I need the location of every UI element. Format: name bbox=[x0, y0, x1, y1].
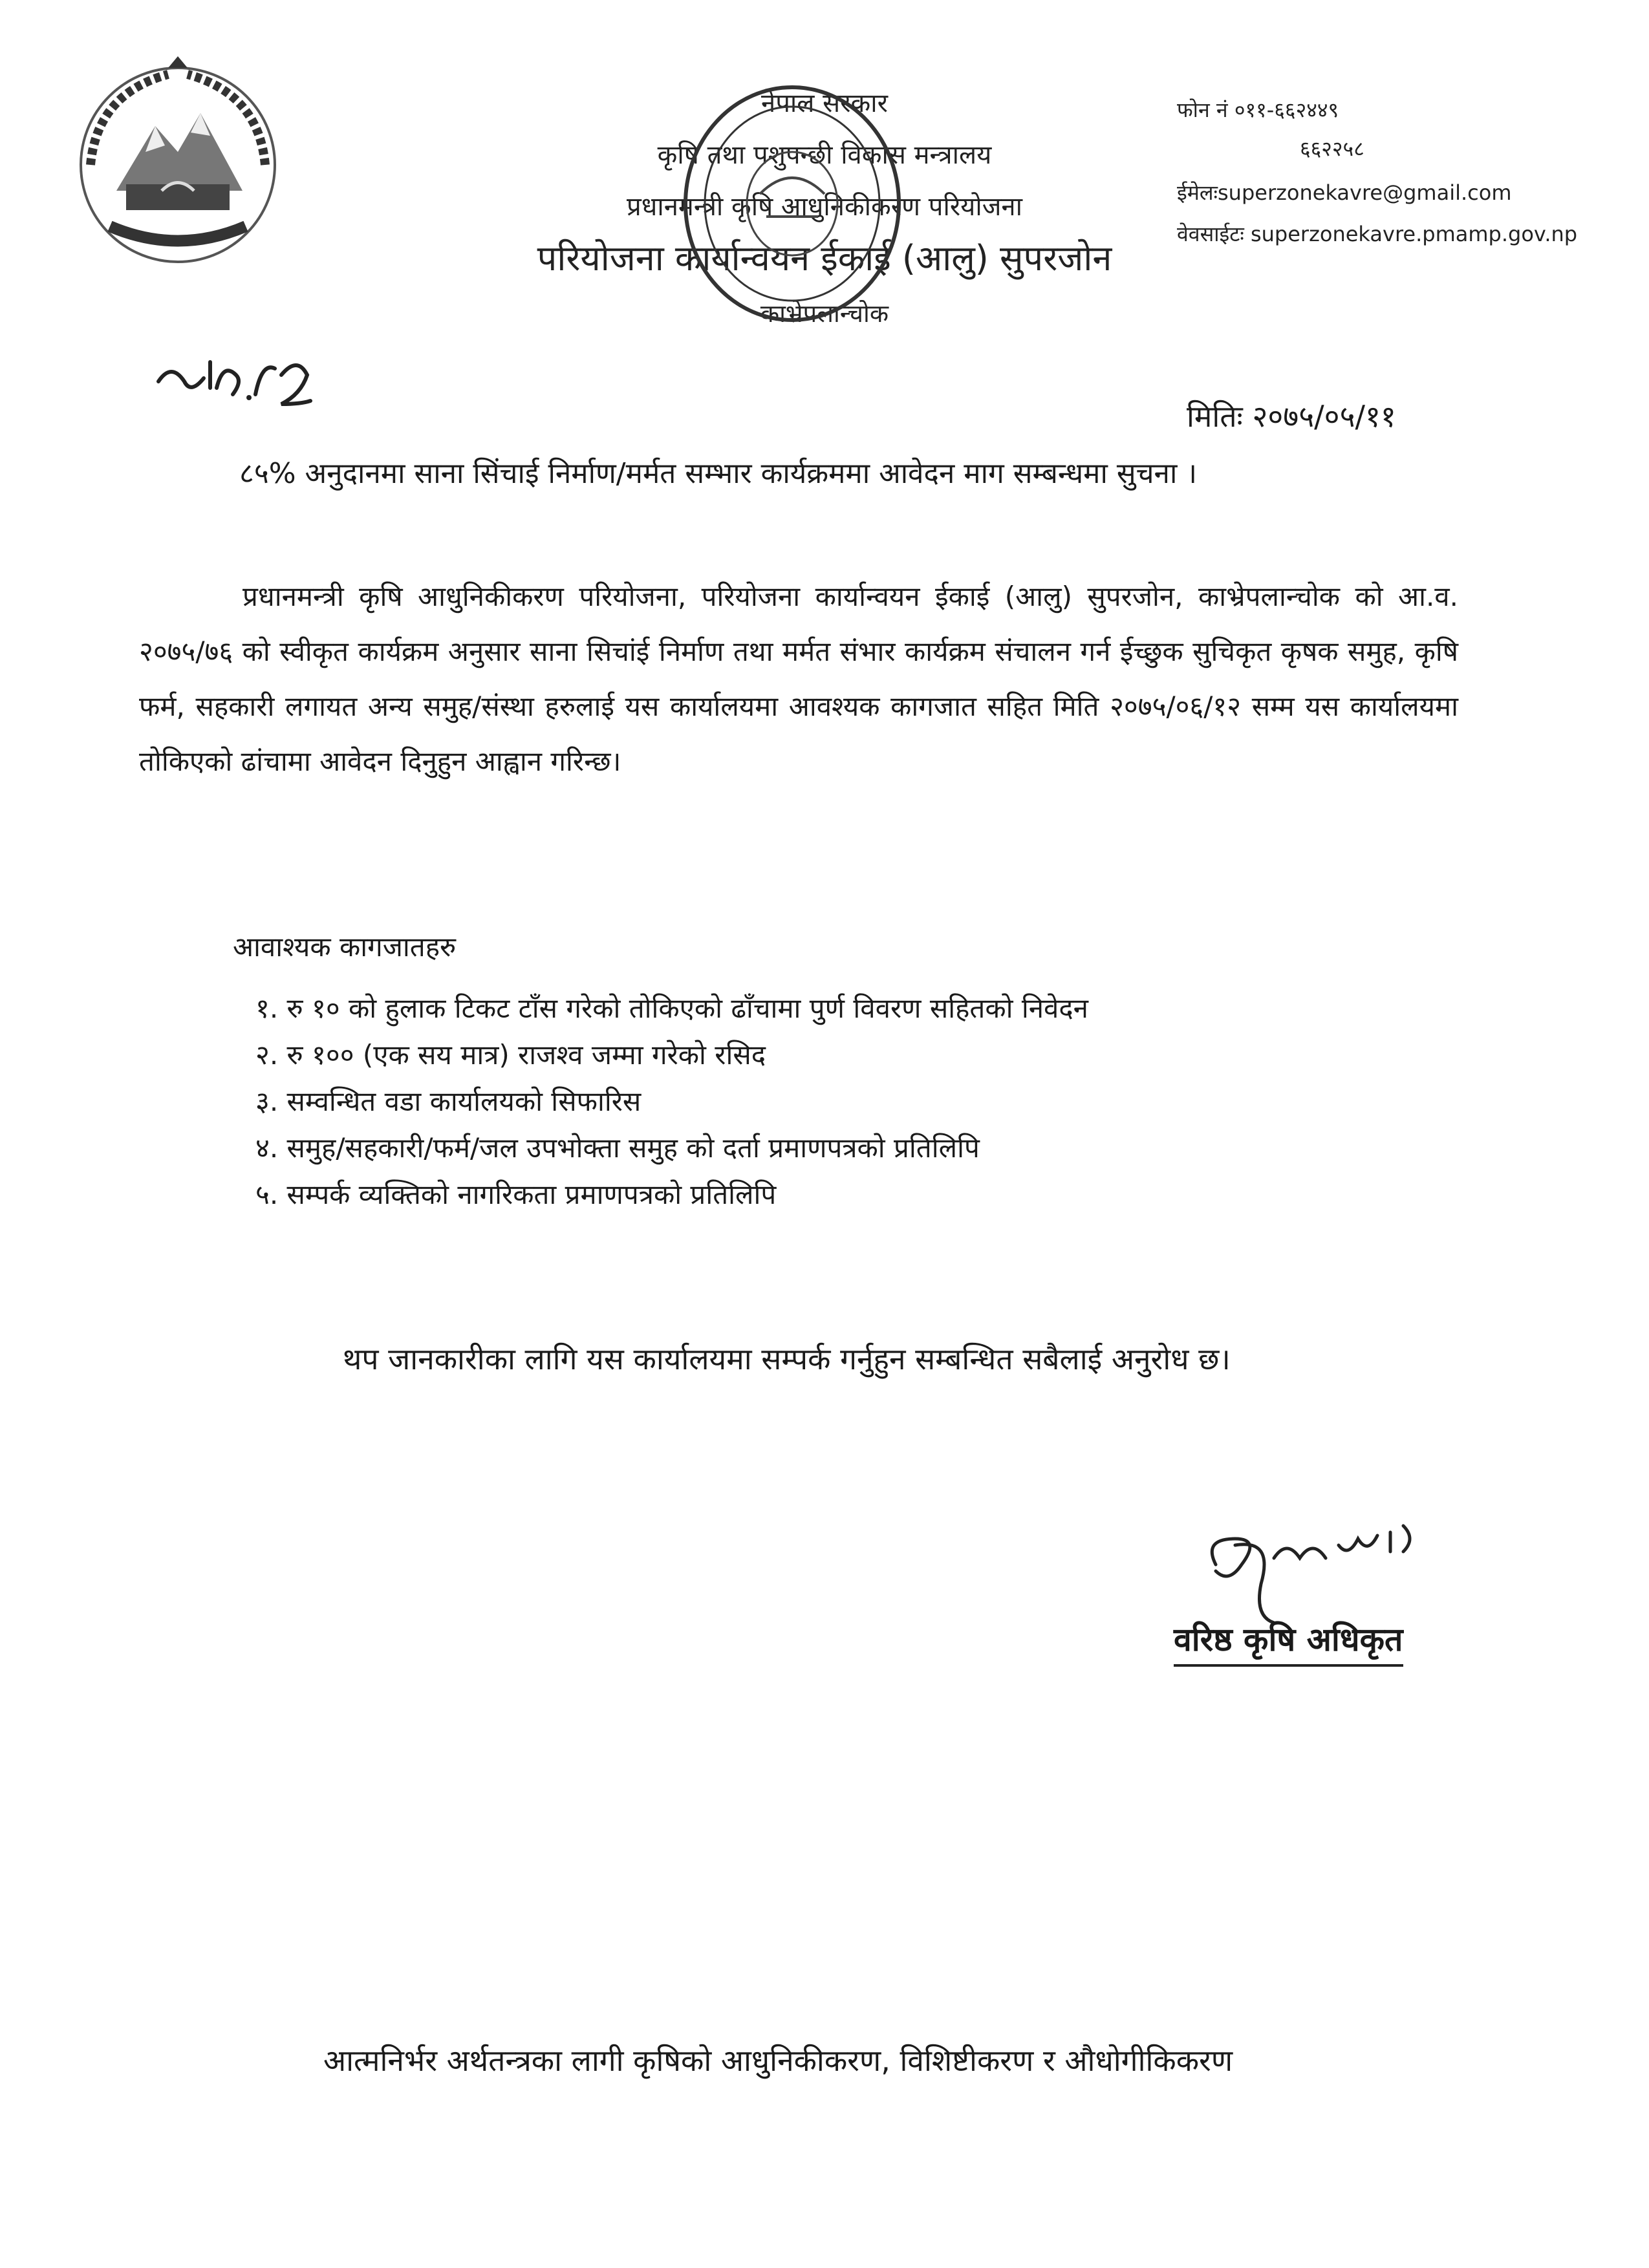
contact-email: ईमेलःsuperzonekavre@gmail.com bbox=[1177, 180, 1512, 205]
list-item: ३. सम्वन्धित वडा कार्यालयको सिफारिस bbox=[255, 1086, 641, 1117]
official-stamp-icon bbox=[676, 78, 909, 330]
contact-phone: फोन नं ०११-६६२४४९ bbox=[1177, 98, 1339, 122]
header-government: नेपाल सरकार bbox=[761, 89, 888, 118]
list-item: २. रु १०० (एक सय मात्र) राजश्व जम्मा गरेको रसिद bbox=[255, 1039, 766, 1071]
header-unit: परियोजना कार्यान्वयन ईकाई (आलु) सुपरजोन bbox=[537, 238, 1112, 279]
handwritten-reference-note bbox=[152, 343, 333, 420]
header-location: काभ्रेपलान्चोक bbox=[760, 299, 889, 328]
list-item: ४. समुह/सहकारी/फर्म/जल उपभोक्ता समुह को दर्ता प्रमाणपत्रको प्रतिलिपि bbox=[255, 1132, 980, 1164]
document-date: मितिः २०७५/०५/११ bbox=[1187, 399, 1396, 434]
notice-body: प्रधानमन्त्री कृषि आधुनिकीकरण परियोजना, परियोजना कार्यान्वयन ईकाई (आलु) सुपरजोन, काभ्रेपलान्चोक को आ.व. २०७५/७६ को स्वीकृत कार्यक्रम अनुसार साना सिचांई निर्माण तथा मर्मत संभार कार्यक्रम संचालन गर्न ईच्छुक सुचिकृत कृषक समुह, कृषि फर्म, सहकारी लगायत अन्य समुह/संस्था हरुलाई यस कार्यालयमा आवश्यक कागजात सहित मिति २०७५/०६/१२ सम्म यस कार्यालयमा तोकिएको ढांचामा आवेदन दिनुहुन आह्वान गरिन्छ। bbox=[139, 581, 1458, 777]
list-item: ५. सम्पर्क व्यक्तिको नागरिकता प्रमाणपत्रको प्रतिलिपि bbox=[255, 1179, 777, 1210]
nepal-emblem-icon bbox=[71, 55, 285, 268]
documents-heading: आवाश्यक कागजातहरु bbox=[233, 931, 457, 963]
header-project: प्रधानमन्त्री कृषि आधुनिकीकरण परियोजना bbox=[627, 192, 1022, 222]
signatory-title: वरिष्ठ कृषि अधिकृत bbox=[1174, 1616, 1403, 1667]
contact-phone-secondary: ६६२२५८ bbox=[1300, 136, 1364, 161]
footer-slogan: आत्मनिर्भर अर्थतन्त्रका लागी कृषिको आधुनिकीकरण, विशिष्टीकरण र औधोगीकिकरण bbox=[323, 2043, 1233, 2078]
header-ministry: कृषि तथा पशुपन्छी विकास मन्त्रालय bbox=[657, 140, 992, 170]
documents-list bbox=[255, 989, 1088, 1222]
contact-website: वेवसाईटः superzonekavre.pmamp.gov.np bbox=[1177, 222, 1578, 246]
closing-request: थप जानकारीका लागि यस कार्यालयमा सम्पर्क गर्नुहुन सम्बन्धित सबैलाई अनुरोध छ। bbox=[343, 1342, 1231, 1376]
list-item: १. रु १० को हुलाक टिकट टाँस गरेको तोकिएको ढाँचामा पुर्ण विवरण सहितको निवेदन bbox=[255, 992, 1088, 1024]
notice-subject: ८५% अनुदानमा साना सिंचाई निर्माण/मर्मत सम्भार कार्यक्रममा आवेदन माग सम्बन्धमा सुचना । bbox=[239, 457, 1198, 490]
